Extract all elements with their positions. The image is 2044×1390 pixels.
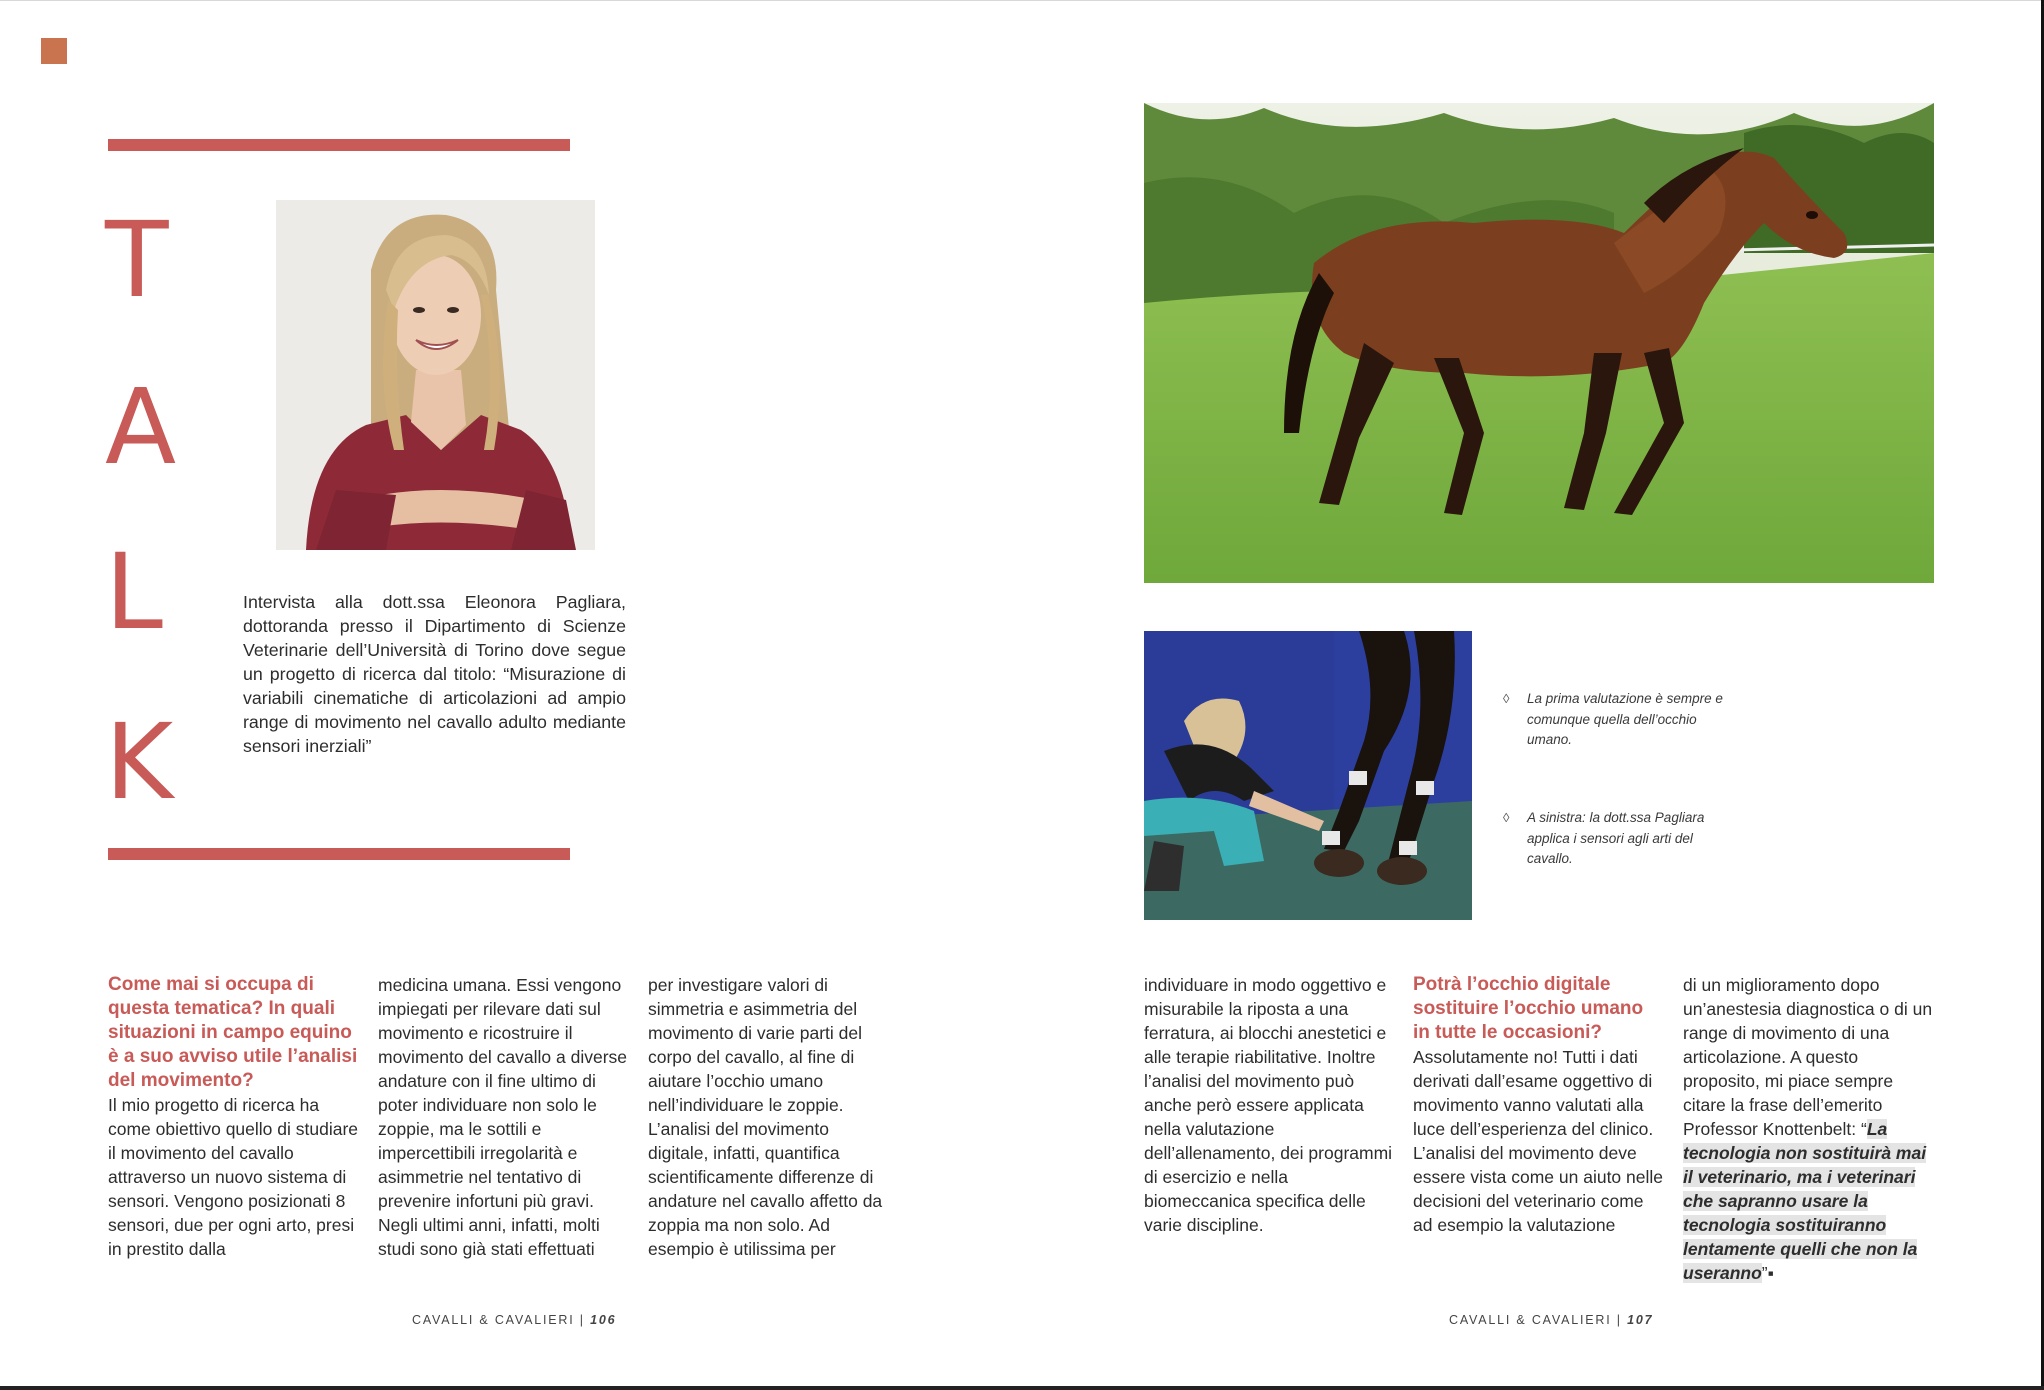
column-3-text: per investigare valori di simmetria e asimmetria del movimento di varie parti del corpo del cavallo, al fine di aiutare l’occhio umano nell’individuare le zoppie. L’analisi del movimento digitale, infatti, quantifica scientificamente differenze di andature nel cavallo affetto da zoppia ma non solo. Ad esempio è utilissima per — [648, 975, 883, 1259]
knottenbelt-quote: La tecnologia non sostituirà mai il veterinario, ma i veterinari che sapranno usare la tecnologia sostituiranno lentamente quelli che non la useranno — [1683, 1119, 1927, 1283]
column-6-lead: di un miglioramento dopo un’anestesia diagnostica o di un range di movimento di una articolazione. A questo proposito, mi piace sempre citare la frase dell’emerito Professor Knottenbelt: “ — [1683, 975, 1933, 1139]
horse-photo — [1144, 103, 1934, 583]
footer-right-label: CAVALLI & CAVALIERI | — [1449, 1313, 1628, 1327]
page-bottom-edge — [0, 1386, 2044, 1390]
caption-bullet-icon: ◊ — [1503, 691, 1510, 706]
caption-bullet-icon: ◊ — [1503, 810, 1510, 825]
column-6-text — [1683, 973, 1933, 1285]
page-top-border — [0, 0, 2044, 1]
title-letter-t: T — [105, 199, 169, 321]
footer-right — [1449, 1313, 1653, 1327]
footer-left — [412, 1313, 616, 1327]
portrait-photo — [276, 200, 595, 550]
article-column-2 — [378, 973, 628, 1261]
sensor-application-photo — [1144, 631, 1472, 920]
article-column-3 — [648, 973, 888, 1261]
question-1: Come mai si occupa di questa tematica? In quali situazioni in campo equino è a suo avviso utile l’analisi del movimento? — [108, 974, 358, 1091]
column-1-text: Il mio progetto di ricerca ha come obiettivo quello di studiare il movimento del cavallo attraverso un nuovo sistema di sensori. Vengono posizionati 8 sensori, due per ogni arto, presi in prestito dalla — [108, 1095, 359, 1259]
caption-second — [1503, 808, 1737, 870]
page-number-left: 106 — [590, 1313, 617, 1327]
column-6-end: ”▪ — [1761, 1263, 1774, 1283]
footer-left-label: CAVALLI & CAVALIERI | — [412, 1313, 591, 1327]
caption-first-text: La prima valutazione è sempre e comunque quella dell’occhio umano. — [1527, 691, 1723, 747]
title-letter-l: L — [105, 531, 163, 653]
article-column-5 — [1413, 973, 1663, 1237]
sensor-illustration — [1144, 631, 1472, 920]
page-number-right: 107 — [1627, 1313, 1654, 1327]
portrait-illustration — [276, 200, 595, 550]
title-rule-top — [108, 139, 570, 151]
column-2-text: medicina umana. Essi vengono impiegati per rilevare dati sul movimento e ricostruire il movimento del cavallo a diverse andature con il fine ultimo di poter individuare non solo le zoppie, ma le sottili e impercettibili irregolarità e asimmetrie nel tentativo di prevenire infortuni più gravi. Negli ultimi anni, infatti, molti studi sono già stati effettuati — [378, 975, 628, 1259]
question-2: Potrà l’occhio digitale sostituire l’occhio umano in tutte le occasioni? — [1413, 974, 1644, 1043]
column-4-text: individuare in modo oggettivo e misurabile la riposta a una ferratura, ai blocchi anestetici e alle terapie riabilitative. Inoltre l’analisi del movimento può anche però essere applicata nella valutazione dell’allenamento, dei programmi di esercizio e nella biomeccanica specifica delle varie discipline. — [1144, 975, 1393, 1235]
corner-square-marker — [41, 38, 67, 64]
title-rule-bottom — [108, 848, 570, 860]
article-column-4 — [1144, 973, 1394, 1237]
article-column-6 — [1683, 973, 1933, 1285]
column-5-text: Assolutamente no! Tutti i dati derivati dall’esame oggettivo di movimento vanno valutati alla luce dell’esperienza del clinico. L’analisi del movimento deve essere vista come un aiuto nelle decisioni del veterinario come ad esempio la valutazione — [1413, 1047, 1663, 1235]
article-column-1 — [108, 973, 360, 1261]
intro-paragraph: Intervista alla dott.ssa Eleonora Pagliara, dottoranda presso il Dipartimento di Scienze Veterinarie dell’Università di Torino dove segue un progetto di ricerca dal titolo: “Misurazione di variabili cinematiche di articolazioni ad ampio range di movimento nel cavallo adulto mediante sensori inerziali” — [243, 592, 626, 756]
title-letter-k: K — [105, 701, 174, 823]
title-letter-a: A — [105, 366, 177, 488]
caption-second-text: A sinistra: la dott.ssa Pagliara applica i sensori agli arti del cavallo. — [1527, 810, 1705, 866]
caption-first — [1503, 689, 1737, 751]
horse-illustration — [1144, 103, 1934, 583]
